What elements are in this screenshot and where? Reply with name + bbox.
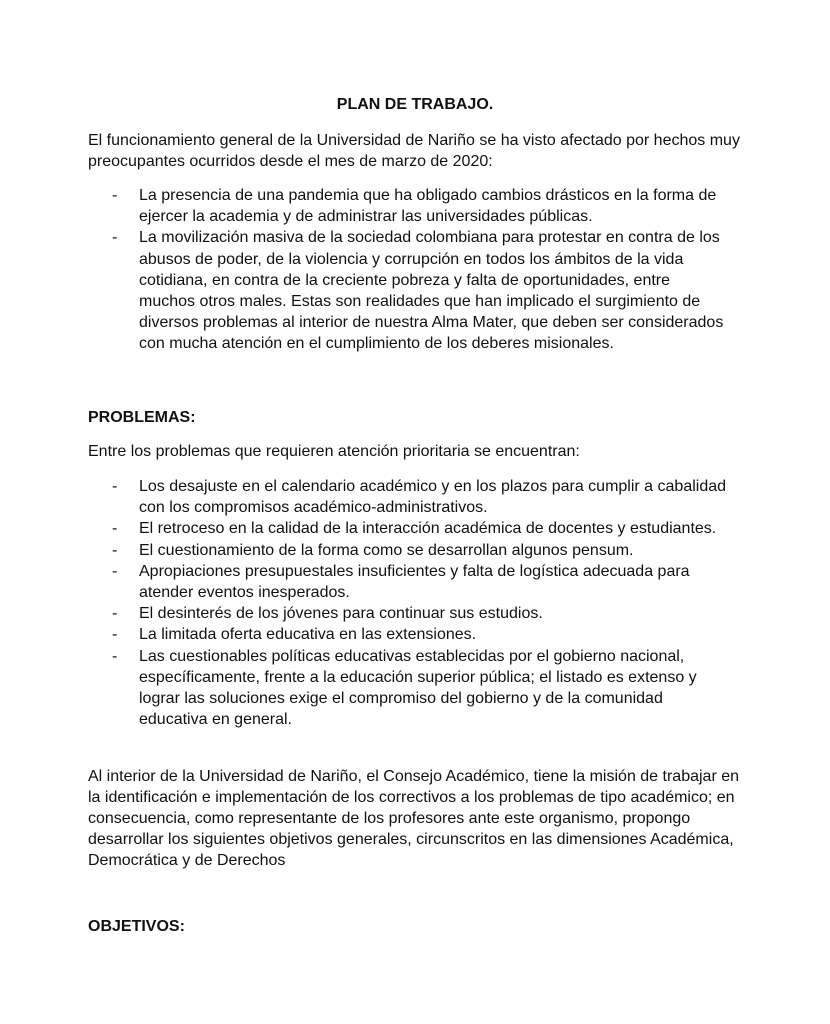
bullet-dash: -: [112, 541, 118, 559]
bullet-dash: -: [112, 229, 118, 247]
list-item-text: Las cuestionables políticas educativas establecidas por el gobierno nacional, específicamente, frente a la educación superior pública; el listado es extenso y lograr las soluciones exige el compromiso del gobierno y de la comunidad educativa en general.: [139, 647, 697, 729]
bullet-dash: -: [112, 187, 118, 204]
bullet-dash: -: [112, 562, 118, 580]
bullet-dash: -: [112, 626, 118, 644]
problems-intro-paragraph: Entre los problemas que requieren atención prioritaria se encuentran:: [88, 443, 580, 460]
list-item-text: La presencia de una pandemia que ha obligado cambios drásticos en la forma de ejercer la academia y de administrar las universidades públicas.: [139, 187, 717, 226]
closing-paragraph: Al interior de la Universidad de Nariño, el Consejo Académico, tiene la misión de trabajar en la identificación e implementación de los correctivos a los problemas de tipo académico; en consecuencia, como representante de los profesores ante este organismo, propongo desarrollar los siguientes objetivos generales, circunscritos en las dimensiones Académica, Democrática y de Derechos: [88, 768, 740, 869]
list-item-text: Apropiaciones presupuestales insuficientes y falta de logística adecuada para atender eventos inesperados.: [139, 562, 690, 602]
intro-paragraph: El funcionamiento general de la Universidad de Nariño se ha visto afectado por hechos muy preocupantes ocurridos desde el mes de marzo de 2020:: [88, 132, 740, 170]
objectives-heading: OBJETIVOS:: [88, 918, 185, 935]
list-item: [88, 603, 728, 624]
list-item-text: El cuestionamiento de la forma como se desarrollan algunos pensum.: [139, 541, 634, 559]
list-item: [88, 185, 728, 227]
bullet-dash: -: [112, 520, 118, 538]
intro-list: [88, 185, 728, 355]
problems-heading: PROBLEMAS:: [88, 409, 196, 426]
problems-list: [88, 476, 728, 730]
list-item: [88, 227, 728, 354]
bullet-dash: -: [112, 478, 118, 495]
list-item-text: La movilización masiva de la sociedad colombiana para protestar en contra de los abusos de poder, de la violencia y corrupción en todos los ámbitos de la vida cotidiana, en contra de la creciente pobreza y falta de oportunidades, entre muchos otros males. Estas son realidades que han implicado el surgimiento de diversos problemas al interior de nuestra Alma Mater, que deben ser considerados con mucha atención en el cumplimiento de los deberes misionales.: [139, 229, 724, 353]
document-title: PLAN DE TRABAJO.: [336, 96, 494, 113]
list-item: [88, 540, 728, 561]
list-item-text: El retroceso en la calidad de la interacción académica de docentes y estudiantes.: [139, 520, 717, 538]
list-item: [88, 476, 728, 518]
list-item: [88, 646, 728, 731]
bullet-dash: -: [112, 647, 118, 665]
list-item: [88, 624, 728, 645]
list-item: [88, 518, 728, 539]
list-item: [88, 561, 728, 603]
list-item-text: Los desajuste en el calendario académico y en los plazos para cumplir a cabalidad con los compromisos académico-administrativos.: [139, 478, 727, 517]
list-item-text: La limitada oferta educativa en las extensiones.: [139, 626, 477, 644]
list-item-text: El desinterés de los jóvenes para continuar sus estudios.: [139, 605, 543, 623]
bullet-dash: -: [112, 605, 118, 623]
